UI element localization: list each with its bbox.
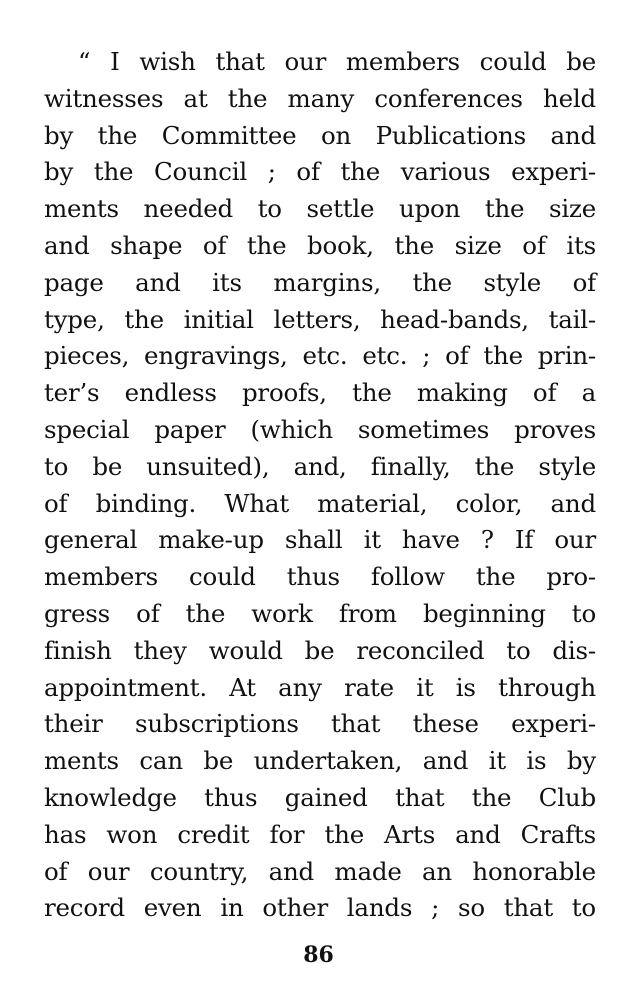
text-line: pieces, engravings, etc. etc. ; of the prin- bbox=[44, 341, 596, 371]
text-line: members could thus follow the pro- bbox=[44, 562, 596, 592]
text-line: by the Committee on Publications and bbox=[44, 120, 596, 150]
text-line: record even in other lands ; so that to bbox=[44, 893, 596, 923]
text-line: witnesses at the many conferences held bbox=[44, 83, 596, 113]
text-line: special paper (which sometimes proves bbox=[44, 414, 596, 444]
text-line: has won credit for the Arts and Crafts bbox=[44, 819, 596, 849]
text-line: knowledge thus gained that the Club bbox=[44, 782, 596, 812]
text-line: page and its margins, the style of bbox=[44, 267, 596, 297]
text-line: “ I wish that our members could be bbox=[78, 47, 596, 76]
text-line: and shape of the book, the size of its bbox=[44, 230, 596, 260]
text-line: by the Council ; of the various experi- bbox=[44, 157, 596, 187]
text-line: ments can be undertaken, and it is by bbox=[44, 746, 596, 776]
text-line: to be unsuited), and, finally, the style bbox=[44, 451, 596, 481]
text-line: appointment. At any rate it is through bbox=[44, 672, 596, 702]
text-line: of binding. What material, color, and bbox=[44, 488, 596, 518]
text-line: general make-up shall it have ? If our bbox=[44, 525, 596, 555]
text-line: ter’s endless proofs, the making of a bbox=[44, 378, 596, 408]
text-line: of our country, and made an honorable bbox=[44, 856, 596, 886]
page-number: 86 bbox=[303, 942, 334, 968]
text-line: their subscriptions that these experi- bbox=[44, 709, 596, 739]
text-line: ments needed to settle upon the size bbox=[44, 194, 596, 224]
text-line: finish they would be reconciled to dis- bbox=[44, 635, 596, 665]
text-line: gress of the work from beginning to bbox=[44, 598, 596, 628]
body-paragraph bbox=[44, 44, 596, 927]
text-line: type, the initial letters, head-bands, tail- bbox=[44, 304, 596, 334]
